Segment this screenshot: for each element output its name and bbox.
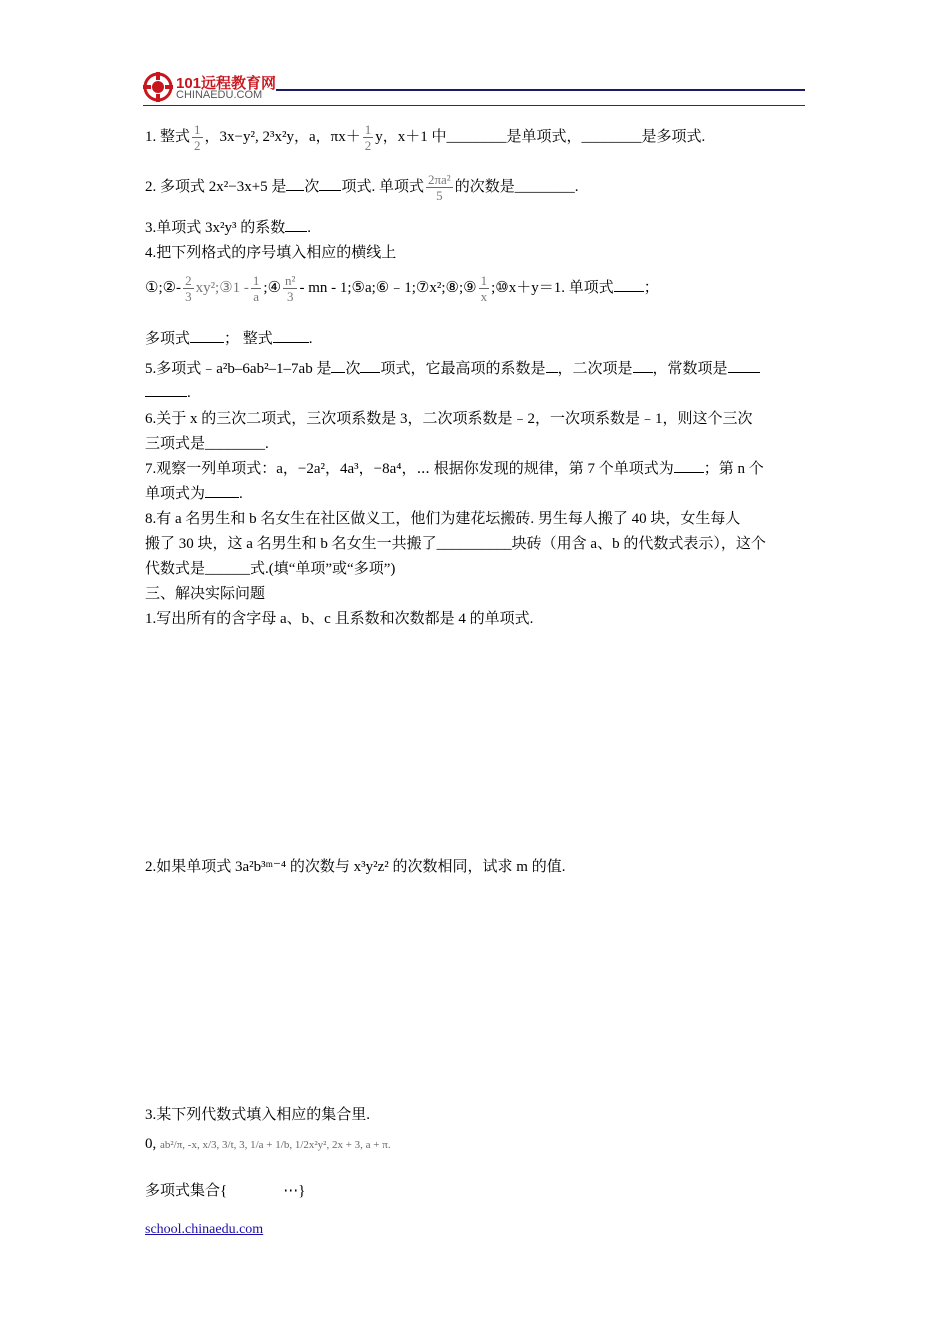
q5-blank-5b[interactable] [145,382,187,397]
q7-text-2-end: . [239,486,243,502]
q2-text-4: 的次数是________. [454,178,579,195]
q5-blank-4[interactable] [633,358,653,373]
q1-prefix: 1. 整式 [145,128,191,145]
question-8-line2: 搬了 30 块，这 a 名男生和 b 名女生一共搬了__________块砖（用含 a、b 的代数式表示），这个 [145,536,766,552]
problem-3-set [145,1179,305,1200]
footer-link[interactable]: school.chinaedu.com [145,1222,264,1237]
q2-blank-1[interactable] [286,176,304,191]
logo-subtext: CHINAEDU.COM [176,89,263,101]
q7-blank-2[interactable] [205,483,239,498]
q2-text-2: 次 [304,178,320,195]
q4-items-c: ;④ [263,279,282,296]
question-4-title: 4.把下列格式的序号填入相应的横线上 [145,245,397,261]
q5-text-5: ，常数项是 [652,361,728,377]
polynomial-set-end: ⋯} [283,1183,306,1199]
q4-line2-b: ； 整式 [224,331,273,347]
question-8-line1: 8.有 a 名男生和 b 名女生在社区做义工，他们为建花坛搬砖. 男生每人搬了 40 块，女生每人 [145,511,741,527]
q2-text-1: 2. 多项式 2x²−3x+5 是 [145,178,287,195]
question-5 [145,357,760,378]
q5-blank-2[interactable] [360,358,380,373]
q4-fraction-d: $\frac{1}{x}$ [480,273,488,304]
question-8-line3: 代数式是______式.(填“单项”或“多项”) [145,561,396,577]
problem-2: 2.如果单项式 3a²b³ᵐ⁻⁴ 的次数与 x³y²z² 的次数相同，试求 m 的值. [145,859,566,875]
logo-text: 101远程教育网 [176,75,277,92]
q7-text-1-end: ；第 n 个 [703,461,764,477]
section-3-title: 三、解决实际问题 [145,586,266,602]
q3-end: . [307,220,311,236]
q4-fraction-a: $\frac{2}{3}$ [185,273,192,304]
question-2 [145,172,578,203]
q4-items-e: ;⑩x＋y＝1. 单项式 [491,279,614,296]
q4-line2-a: 多项式 [145,331,191,347]
problem-3-expressions: ab²/π, -x, x/3, 3/t, 3, 1/a + 1/b, 1/2x²y², 2x + 3, a + π. [160,1139,391,1151]
q4-blank-monomial[interactable] [614,277,644,292]
q5-blank-1[interactable] [331,358,345,373]
problem-3: 3.某下列代数式填入相应的集合里. [145,1107,371,1123]
q4-fraction-b: $\frac{1}{a}$ [252,273,260,304]
q1-fraction-1: $\frac{1}{2}$ [194,122,201,153]
q5-text-3: 项式，它最高项的系数是 [380,361,546,377]
q5-text-1: 5.多项式﹣a²b–6ab²–1–7ab 是 [145,361,332,377]
q5-blank-5[interactable] [728,358,760,373]
question-6-line1: 6.关于 x 的三次二项式，三次项系数是 3，二次项系数是﹣2，一次项系数是﹣1，则这个三次 [145,411,753,427]
problem-3-list-start: 0, [145,1136,157,1152]
question-4-items [145,273,659,304]
q2-text-3: 项式. 单项式 [341,178,424,195]
problem-1: 1.写出所有的含字母 a、b、c 且系数和次数都是 4 的单项式. [145,611,534,627]
header-rule-top [276,89,805,91]
q4-items-f: ； [643,279,659,296]
q2-blank-2[interactable] [319,176,341,191]
q7-text-2: 单项式为 [145,486,206,502]
question-7-line1 [145,457,764,478]
problem-3-list [145,1136,391,1153]
q1-text-3: y，x＋1 中________是单项式，________是多项式. [375,128,706,145]
q4-items-a: ①;②- [145,279,182,296]
question-1 [145,122,705,153]
q4-fraction-c: $\frac{\text{n²}}{3}$ [285,273,296,304]
q3-blank[interactable] [285,217,307,232]
question-3 [145,216,311,237]
page-header [143,70,805,108]
q4-blank-integral[interactable] [273,328,309,343]
logo-icon [143,72,173,102]
q4-blank-polynomial[interactable] [190,328,224,343]
question-6-line2: 三项式是________. [145,436,269,452]
q5-text-4: ，二次项是 [557,361,633,377]
polynomial-set-label: 多项式集合{ [145,1183,228,1199]
q5-text-2: 次 [345,361,361,377]
header-rule-bottom [143,105,805,106]
q1-fraction-2: $\frac{1}{2}$ [364,122,372,153]
q1-text-2: ，3x−y², 2³x²y，a，πx＋ [204,128,361,145]
q7-text-1: 7.观察一列单项式：a，−2a²，4a³，−8a⁴，⋯ 根据你发现的规律，第 7 个单项式为 [145,461,674,477]
q7-blank-1[interactable] [674,458,704,473]
question-5-line2 [145,382,191,402]
q5-line2-end: . [187,385,191,401]
question-4-line2 [145,327,313,348]
question-7-line2 [145,482,243,503]
q4-items-d: - mn - 1;⑤a;⑥﹣1;⑦x²;⑧;⑨ [299,279,477,296]
q2-fraction: $\frac{\text{2πa²}}{5}$ [427,172,451,203]
q5-blank-3[interactable] [546,358,558,373]
q4-items-b: xy²;③1 - [195,279,249,296]
q3-text: 3.单项式 3x²y³ 的系数 [145,220,286,236]
q4-line2-c: . [308,331,313,347]
